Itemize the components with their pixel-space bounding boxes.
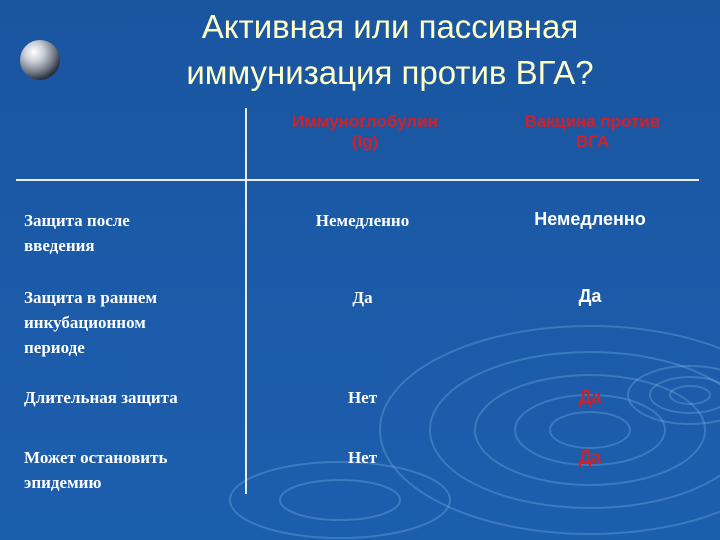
- cell-vaccine-value: Немедленно: [534, 209, 646, 229]
- column-header-line: Иммуноглобулин: [292, 112, 438, 131]
- row-label-line: инкубационном: [24, 313, 146, 332]
- row-label-can-stop-epidemic: [24, 445, 239, 495]
- cell-vaccine-value: Да: [578, 387, 602, 407]
- title-line-2: иммунизация против ВГА?: [186, 54, 594, 91]
- cell-vaccine-value: Да: [578, 447, 602, 467]
- cell-ig-value: Да: [352, 288, 373, 307]
- cell-ig-value: Нет: [347, 388, 378, 407]
- column-header-line: ВГА: [575, 132, 610, 151]
- page-title: [110, 4, 670, 96]
- header-divider: [16, 179, 699, 181]
- row-label-long-term-protection: [24, 385, 239, 410]
- column-divider: [245, 108, 247, 494]
- column-header-line: Вакцина против: [524, 112, 661, 131]
- row-label-line: Длительная защита: [24, 388, 178, 407]
- row-label-line: введения: [24, 236, 95, 255]
- row-label-line: Защита в раннем: [24, 288, 158, 307]
- column-header-vaccine: [485, 112, 700, 152]
- column-header-immunoglobulin: [260, 112, 470, 152]
- cell-vaccine-value: Да: [578, 286, 602, 306]
- cell-ig-value: Немедленно: [315, 211, 410, 230]
- title-line-1: Активная или пассивная: [201, 8, 579, 45]
- row-label-line: Защита после: [24, 211, 130, 230]
- silver-sphere-icon: [18, 38, 62, 82]
- row-label-line: периоде: [24, 338, 85, 357]
- column-header-line: (Ig): [351, 132, 379, 151]
- row-label-line: Может остановить: [24, 448, 168, 467]
- row-label-protection-after-administration: [24, 208, 239, 258]
- row-label-early-incubation-protection: [24, 285, 239, 360]
- row-label-line: эпидемию: [24, 473, 102, 492]
- cell-ig-value: Нет: [347, 448, 378, 467]
